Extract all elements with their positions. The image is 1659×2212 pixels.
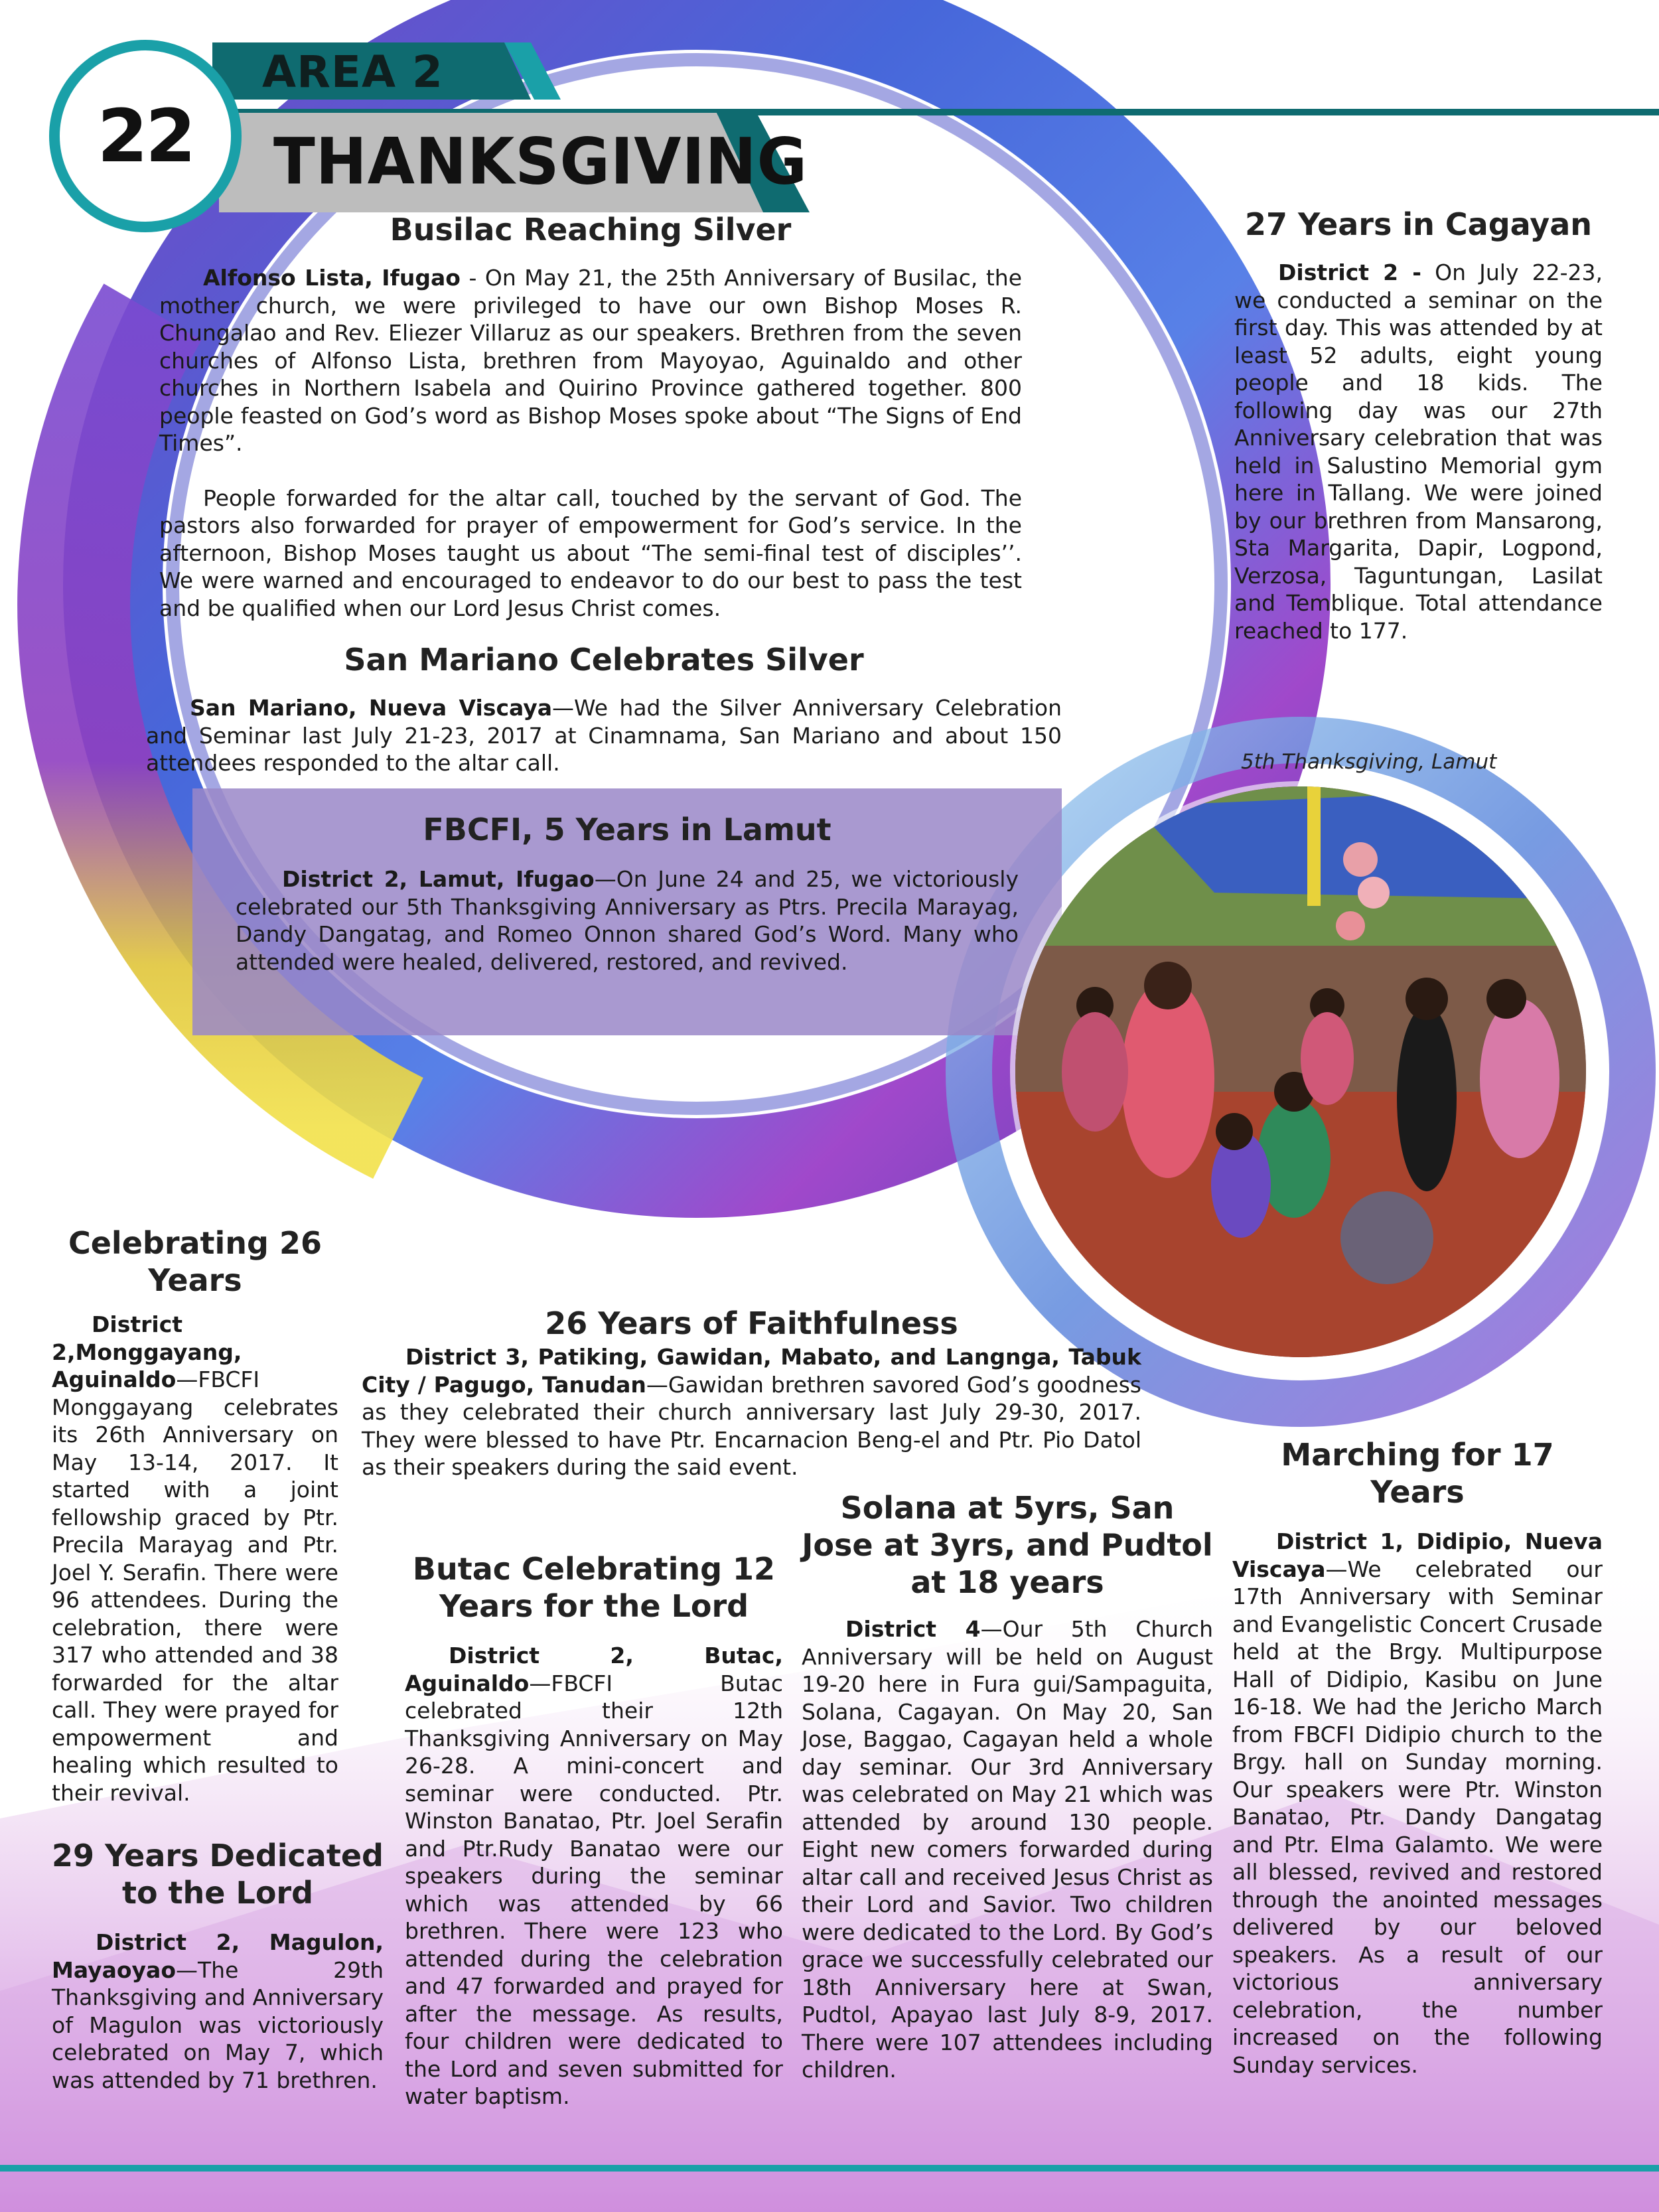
article-cagayan bbox=[1234, 206, 1603, 644]
article-body bbox=[405, 1642, 783, 2110]
article-text: —On June 24 and 25, we victoriously celebrated our 5th Thanksgiving Anniversary as Ptrs. Precila Marayag, Dandy Dangatag, and Romeo Onnon shared God’s Word. Many who attended were healed, delivered, restored, and revived. bbox=[236, 866, 1019, 975]
page-number-badge bbox=[49, 40, 242, 232]
article-body bbox=[1232, 1528, 1603, 2079]
page-number: 22 bbox=[97, 94, 194, 179]
photo-crowd-image bbox=[1015, 786, 1586, 1357]
article-lead: Alfonso Lista, Ifugao bbox=[203, 265, 461, 291]
article-body bbox=[52, 1311, 338, 1806]
article-title: Busilac Reaching Silver bbox=[390, 212, 792, 248]
article-body bbox=[236, 865, 1019, 976]
article-lead: District 3, Patiking, Gawidan, Mabato, and Langnga, Tabuk City / Pagugo, Tanudan bbox=[362, 1344, 1141, 1398]
article-lead: District 1, Didipio, Nueva Viscaya bbox=[1232, 1528, 1603, 1582]
article-san-mariano bbox=[146, 641, 1062, 777]
article-text: - On May 21, the 25th Anniversary of Busilac, the mother church, we were privileged to have our own Bishop Moses R. Chungalao and Rev. Eliezer Villaruz as our speakers. Brethren from the seven churches of Alfonso Lista, brethren from Mayoyao, Aguinaldo and other churches in Northern Isabela and Quirino Province gathered together. 800 people feasted on God’s word as Bishop Moses spoke about “The Signs of End Times”. bbox=[159, 265, 1022, 456]
area-label: AREA 2 bbox=[262, 46, 443, 98]
article-lead: District 2 - bbox=[1278, 259, 1421, 285]
article-body bbox=[146, 694, 1062, 777]
article-text: —FBCFI Butac celebrated their 12th Thanksgiving Anniversary on May 26-28. A mini-concert and seminar were conducted. Ptr. Winston Banatao, Ptr. Joel Serafin and Ptr.Rudy Banatao were our speakers during the seminar which was attended by 66 brethren. There were 123 who attended during the celebration and 47 forwarded and prayed for after the message. As results, four children were dedicated to the Lord and seven submitted for water baptism. bbox=[405, 1670, 783, 2109]
event-photo bbox=[1015, 786, 1586, 1357]
article-title: Butac Celebrating 12 Years for the Lord bbox=[412, 1551, 776, 1624]
article-text: On July 22-23, we conducted a seminar on the first day. This was attended by at least 52 adults, eight young people and 18 kids. The following day was our 27th Anniversary celebration that was held in Salustino Memorial gym here in Tallang. We were joined by our brethren from Mansarong, Sta Margarita, Dapir, Logpond, Verzosa, Taguntungan, Lasilat and Temblique. Total attendance reached to 177. bbox=[1234, 259, 1603, 644]
article-title: FBCFI, 5 Years in Lamut bbox=[423, 812, 831, 848]
article-lamut bbox=[236, 811, 1019, 976]
article-monggayang bbox=[52, 1224, 338, 1806]
article-solana bbox=[802, 1489, 1213, 2084]
article-text: —Our 5th Church Anniversary will be held on August 19-20 here in Fura gui/Sampaguita, Solana, Cagayan. On May 20, San Jose, Baggao, Cagayan held a whole day seminar. Our 3rd Anniversary was celebrated on May 21 which was attended by around 130 people. Eight new comers forwarded during altar call and received Jesus Christ as their Lord and Savior. Two children were dedicated to the Lord. By God’s grace we successfully celebrated our 18th Anniversary here at Swan, Pudtol, Apayao last July 8-9, 2017. There were 107 attendees including children. bbox=[802, 1616, 1213, 2083]
article-body bbox=[52, 1929, 384, 2094]
article-body bbox=[362, 1343, 1141, 1481]
article-lead: District 2, Butac, Aguinaldo bbox=[405, 1643, 783, 1696]
article-lead: District 2, Magulon, Mayaoyao bbox=[52, 1929, 384, 1983]
article-title: Celebrating 26 Years bbox=[68, 1225, 323, 1298]
article-faithfulness bbox=[362, 1305, 1141, 1481]
article-title: Solana at 5yrs, San Jose at 3yrs, and Pudtol at 18 years bbox=[802, 1490, 1213, 1600]
article-text: —Gawidan brethren savored God’s goodness as they celebrated their church anniversary last July 29-30, 2017. They were blessed to have Ptr. Encarnacion Beng-el and Ptr. Pio Datol as their speakers during the said event. bbox=[362, 1371, 1141, 1480]
article-title: San Mariano Celebrates Silver bbox=[344, 642, 864, 678]
article-title: Marching for 17 Years bbox=[1281, 1437, 1554, 1510]
article-didipio bbox=[1232, 1436, 1603, 2079]
article-text: —The 29th Thanksgiving and Anniversary of Magulon was victoriously celebrated on May 7, which was attended by 71 brethren. bbox=[52, 1956, 384, 2093]
article-lead: District 4 bbox=[845, 1616, 981, 1642]
article-text: People forwarded for the altar call, touched by the servant of God. The pastors also forwarded for prayer of empowerment for God’s service. In the afternoon, Bishop Moses taught us about “The semi-final test of disciples’’. We were warned and encouraged to endeavor to do our best to pass the test and be qualified when our Lord Jesus Christ comes. bbox=[159, 484, 1022, 621]
article-text: —We celebrated our 17th Anniversary with Seminar and Evangelistic Concert Crusade held at the Brgy. Multipurpose Hall of Didipio, Kasibu on June 16-18. We had the Jericho March from FBCFI Didipio church to the Brgy. hall on Sunday morning. Our speakers were Ptr. Winston Banatao, Ptr. Dandy Dangatag and Ptr. Elma Galamto. We were all blessed, revived and restored through the anointed messages delivered by our beloved speakers. As a result of our victorious anniversary celebration, the number increased on the following Sunday services. bbox=[1232, 1556, 1603, 2078]
article-busilac bbox=[159, 211, 1022, 622]
article-title: 26 Years of Faithfulness bbox=[545, 1305, 958, 1341]
article-magulon bbox=[52, 1837, 384, 2094]
article-text: —We had the Silver Anniversary Celebration and Seminar last July 21-23, 2017 at Cinamnama, San Mariano and about 150 attendees responded to the altar call. bbox=[146, 695, 1062, 776]
article-title: 29 Years Dedicated to the Lord bbox=[52, 1838, 384, 1911]
article-body bbox=[802, 1615, 1213, 2084]
article-lead: San Mariano, Nueva Viscaya bbox=[190, 695, 553, 721]
article-title: 27 Years in Cagayan bbox=[1244, 206, 1593, 242]
photo-caption: 5th Thanksgiving, Lamut bbox=[1241, 750, 1497, 774]
article-butac bbox=[405, 1550, 783, 2110]
article-body bbox=[159, 264, 1022, 622]
article-lead: District 2, Lamut, Ifugao bbox=[282, 866, 595, 892]
article-body bbox=[1234, 259, 1603, 644]
article-text: —FBCFI Monggayang celebrates its 26th Anniversary on May 13-14, 2017. It started with a joint fellowship graced by Ptr. Precila Marayag and Ptr. Joel Y. Serafin. There were 96 attendees. During the celebration, there were 317 who attended and 38 forwarded for the altar call. They were prayed for empowerment and healing which resulted to their revival. bbox=[52, 1366, 338, 1806]
section-title: THANKSGIVING bbox=[273, 124, 808, 199]
article-lead: District 2,Monggayang, Aguinaldo bbox=[52, 1311, 242, 1392]
